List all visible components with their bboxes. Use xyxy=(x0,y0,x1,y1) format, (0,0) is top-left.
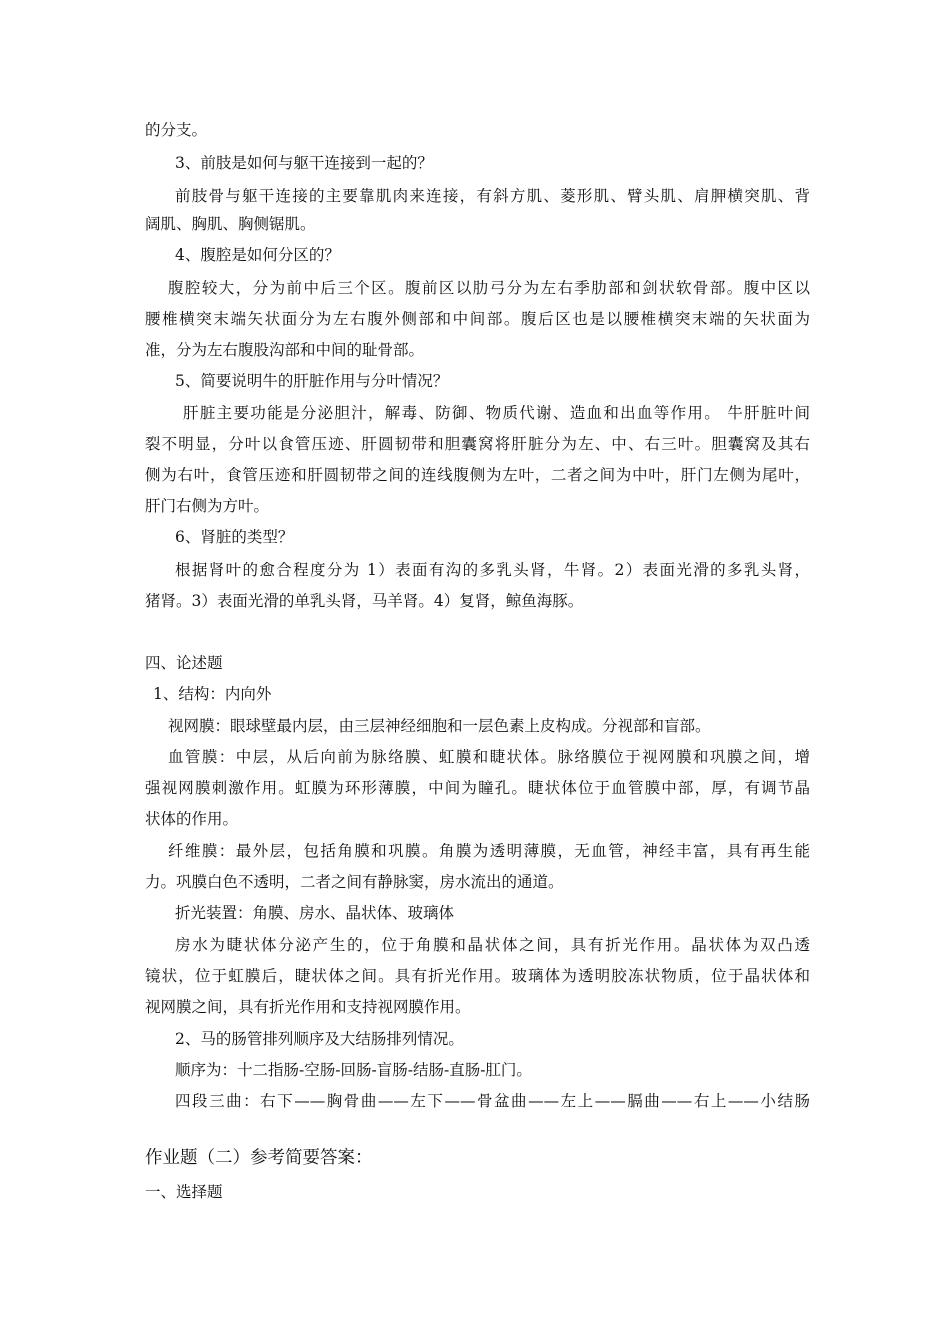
answer-line: 力。巩膜白色不透明，二者之间有静脉窦，房水流出的通道。 xyxy=(145,873,564,891)
question-heading: 3、前肢是如何与躯干连接到一起的？ xyxy=(175,154,433,172)
answer-line: 阔肌、胸肌、胸侧锯肌。 xyxy=(145,215,316,233)
answer-line: 视网膜之间，具有折光作用和支持视网膜作用。 xyxy=(145,998,471,1016)
answer-line: 前肢骨与躯干连接的主要靠肌肉来连接，有斜方肌、菱形肌、臂头肌、肩胛横突肌、背 xyxy=(175,187,810,205)
answer-line: 纤维膜：最外层，包括角膜和巩膜。角膜为透明薄膜，无血管，神经丰富，具有再生能 xyxy=(168,842,810,860)
text-line: 的分支。 xyxy=(145,121,208,139)
section-heading: 一、选择题 xyxy=(145,1183,223,1201)
question-heading: 4、腹腔是如何分区的？ xyxy=(175,246,340,264)
answer-line: 准，分为左右腹股沟部和中间的耻骨部。 xyxy=(145,341,425,359)
answer-line: 肝门右侧为方叶。 xyxy=(145,497,270,515)
answer-line: 腹腔较大，分为前中后三个区。腹前区以肋弓分为左右季肋部和剑状软骨部。腹中区以 xyxy=(168,279,810,297)
answer-line: 血管膜：中层，从后向前为脉络膜、虹膜和睫状体。脉络膜位于视网膜和巩膜之间，增 xyxy=(168,748,810,766)
answer-line: 根据肾叶的愈合程度分为 1）表面有沟的多乳头肾，牛肾。2）表面光滑的多乳头肾， xyxy=(175,561,810,579)
question-heading: 5、简要说明牛的肝脏作用与分叶情况？ xyxy=(175,372,449,390)
answer-line: 裂不明显，分叶以食管压迹、肝圆韧带和胆囊窝将肝脏分为左、中、右三叶。胆囊窝及其右 xyxy=(145,435,810,453)
answer-key-title: 作业题（二）参考简要答案： xyxy=(145,1148,373,1168)
answer-line: 四段三曲：右下——胸骨曲——左下——骨盆曲——左上——膈曲——右上——小结肠 xyxy=(175,1092,810,1110)
answer-line: 强视网膜刺激作用。虹膜为环形薄膜，中间为瞳孔。睫状体位于血管膜中部，厚，有调节晶 xyxy=(145,779,810,797)
answer-line: 侧为右叶，食管压迹和肝圆韧带之间的连线腹侧为左叶，二者之间为中叶，肝门左侧为尾叶， xyxy=(145,466,810,484)
question-heading: 6、肾脏的类型？ xyxy=(175,528,294,546)
answer-line: 状体的作用。 xyxy=(145,810,239,828)
answer-line: 肝脏主要功能是分泌胆汁，解毒、防御、物质代谢、造血和出血等作用。 牛肝脏叶间 xyxy=(183,404,810,422)
section-heading: 四、论述题 xyxy=(145,654,223,672)
answer-line: 顺序为：十二指肠-空肠-回肠-盲肠-结肠-直肠-肛门。 xyxy=(175,1061,532,1079)
question-heading: 1、结构：内向外 xyxy=(153,685,272,703)
answer-line: 房水为睫状体分泌产生的，位于角膜和晶状体之间，具有折光作用。晶状体为双凸透 xyxy=(175,936,810,954)
answer-line: 视网膜：眼球壁最内层，由三层神经细胞和一层色素上皮构成。分视部和盲部。 xyxy=(168,717,711,735)
answer-line: 折光装置：角膜、房水、晶状体、玻璃体 xyxy=(175,904,455,922)
answer-line: 镜状，位于虹膜后，睫状体之间。具有折光作用。玻璃体为透明胶冻状物质，位于晶状体和 xyxy=(145,967,810,985)
answer-line: 猪肾。3）表面光滑的单乳头肾，马羊肾。4）复肾，鲸鱼海豚。 xyxy=(145,592,584,610)
answer-line: 腰椎横突末端矢状面分为左右腹外侧部和中间部。腹后区也是以腰椎横突末端的矢状面为 xyxy=(145,310,810,328)
question-heading: 2、马的肠管排列顺序及大结肠排列情况。 xyxy=(175,1030,464,1048)
